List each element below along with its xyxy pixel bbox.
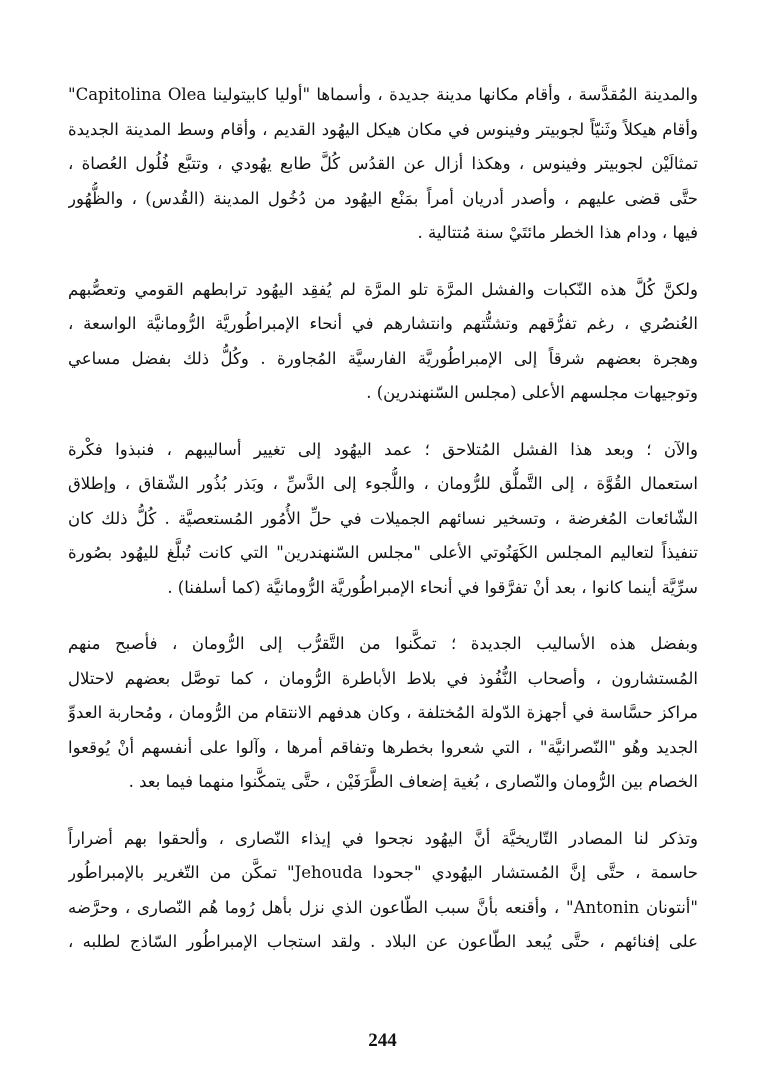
- text-line: حاسمة ، حتَّى إنَّ المُستشار اليهُودي "جحودا Jehouda" تمكَّن من التّغرير بالإمبراطُور: [68, 863, 698, 882]
- text-line: ولكنَّ كُلَّ هذه النّكبات والفشل المرَّة تلو المرَّة لم يُفقِد اليهُود ترابطهم القومي وتعصُّبهم: [68, 279, 698, 299]
- text-line: وأقام هيكلاً وثَنيّاً لجوبيتر وفينوس في مكان هيكل اليهُود القديم ، وأقام وسط المدينة الجديدة: [68, 119, 698, 139]
- page-number: 244: [368, 1030, 397, 1051]
- text-line: وهجرة بعضهم شرقاً إلى الإمبراطُوريَّة الفارسيَّة المُجاورة . وكُلُّ ذلك بفضل مساعي: [68, 348, 698, 368]
- text-line: على إفنائهم ، حتَّى يُبعد الطّاعون عن البلاد . ولقد استجاب الإمبراطُور السّاذج لطلبه ،: [68, 932, 698, 951]
- paragraph-2: [68, 273, 698, 411]
- text-line: تنفيذاً لتعاليم المجلس الكَهَنُوتي الأعلى "مجلس السّنهندرين" التي كانت تُبلَّغ لليهُود بصُورة: [68, 543, 698, 562]
- text-line: الشّائعات المُغرضة ، وتسخير نسائهم الجميلات في حلِّ الأُمُور المُستعصيَّة . كُلُّ ذلك كان: [68, 508, 698, 528]
- text-line: وبفضل هذه الأساليب الجديدة ؛ تمكَّنوا من التَّقرُّب إلى الرُّومان ، فأصبح منهم: [68, 634, 698, 653]
- paragraph-5: [68, 822, 698, 960]
- text-line: الخصام بين الرُّومان والنّصارى ، بُغية إضعاف الطَّرَفَيْن ، حتَّى يتمكَّنوا منهما فيما بعد .: [128, 772, 698, 791]
- text-line: سرِّيَّة أينما كانوا ، بعد أنْ تفرَّقوا في أنحاء الإمبراطُوريَّة الرُّومانيَّة (كما أسلفنا) .: [167, 577, 698, 597]
- text-line: المُستشارون ، وأصحاب النُّفُوذ في بلاط الأباطرة الرُّومان ، كما توصَّل بعضهم لاحتلال: [68, 668, 698, 688]
- text-line: والآن ؛ وبعد هذا الفشل المُتلاحق ؛ عمد اليهُود إلى تغيير أساليبهم ، فنبذوا فكْرة: [68, 439, 698, 459]
- text-line: تمثالَيْن لجوبيتر وفينوس ، وهكذا أزال عن القدُس كُلَّ طابع يهُودي ، وتتبَّع فُلُول العُصاة ،: [68, 154, 698, 173]
- text-line: والمدينة المُقدَّسة ، وأقام مكانها مدينة جديدة ، وأسماها "أوليا كابيتولينا Capitolina Olea": [68, 85, 698, 104]
- body-text: [68, 78, 698, 982]
- text-line: الجديد وهُو "النّصرانيَّة" ، التي شعروا بخطرها وتفاقم أمرها ، وآلوا على أنفسهم أنْ يُوقعوا: [68, 737, 698, 757]
- paragraph-3: [68, 433, 698, 606]
- text-line: العُنصُري ، رغم تفرُّقهم وتشتُّتهم وانتشارهم في أنحاء الإمبراطُوريَّة الرُّومانيَّة الواسعة ،: [68, 314, 698, 333]
- paragraph-4: [68, 627, 698, 800]
- text-line: "أنتونان Antonin" ، وأقنعه بأنَّ سبب الطّاعون الذي نزل بأهل رُوما هُم النّصارى ، وحرَّضه: [68, 897, 698, 917]
- text-line: استعمال القُوَّة ، إلى التَّملُّق للرُّومان ، واللُّجوء إلى الدَّسِّ ، وبَذر بُذُور الشّقاق ، وإطلاق: [68, 474, 698, 493]
- text-line: فيها ، ودام هذا الخطر مائتَيْ سنة مُتتالية .: [417, 223, 698, 242]
- paragraph-1: [68, 78, 698, 251]
- text-line: مراكز حسَّاسة في أجهزة الدّولة المُختلفة ، وكان هدفهم الانتقام من الرُّومان ، ومُحاربة العدوِّ: [68, 703, 698, 722]
- text-line: وتوجيهات مجلسهم الأعلى (مجلس السّنهندرين) .: [366, 383, 698, 402]
- text-line: حتَّى قضى عليهم ، وأصدر أدريان أمراً بمَنْع اليهُود من دُخُول المدينة (القُدس) ، والظُّهُور: [68, 188, 698, 208]
- text-line: وتذكر لنا المصادر التّاريخيَّة أنَّ اليهُود نجحوا في إيذاء النّصارى ، وألحقوا بهم أضراراً: [68, 828, 698, 848]
